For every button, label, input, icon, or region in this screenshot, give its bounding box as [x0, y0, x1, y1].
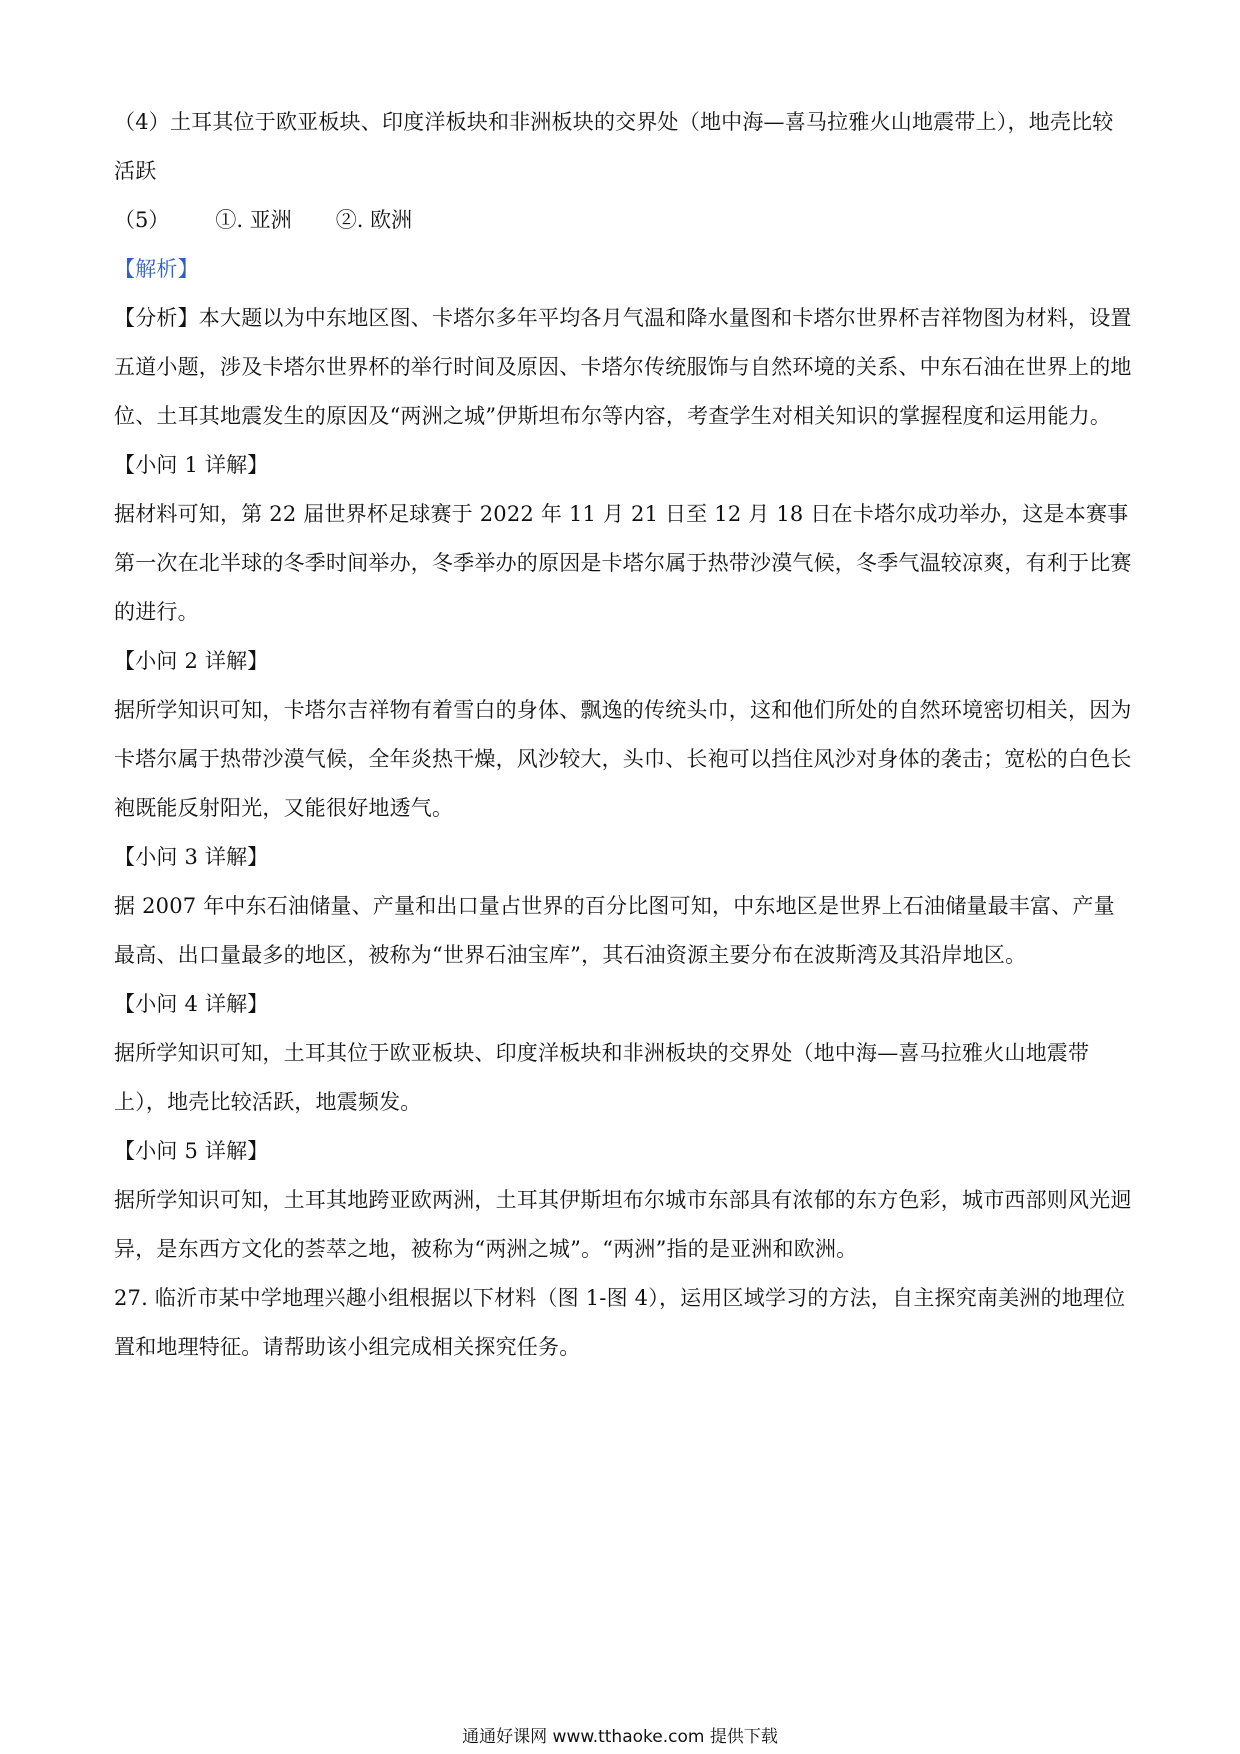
answer-5-row — [114, 196, 1134, 245]
detail-2-heading: 【小问 2 详解】 — [114, 649, 269, 673]
detail-1-text: 据材料可知，第 22 届世界杯足球赛于 2022 年 11 月 21 日至 12 月 18 日在卡塔尔成功举办，这是本赛事第一次在北半球的冬季时间举办，冬季举办的原因是卡塔尔属于热带沙漠气候，冬季气温较凉爽，有利于比赛的进行。 — [114, 502, 1132, 624]
detail-1-heading: 【小问 1 详解】 — [114, 453, 269, 477]
detail-5-heading: 【小问 5 详解】 — [114, 1139, 269, 1163]
detail-3-heading: 【小问 3 详解】 — [114, 845, 269, 869]
detail-4-heading: 【小问 4 详解】 — [114, 992, 269, 1016]
detail-5-text: 据所学知识可知，土耳其地跨亚欧两洲，土耳其伊斯坦布尔城市东部具有浓郁的东方色彩，城市西部则风光迥异，是东西方文化的荟萃之地，被称为“两洲之城”。“两洲”指的是亚洲和欧洲。 — [114, 1188, 1132, 1261]
analysis-text: 【分析】本大题以为中东地区图、卡塔尔多年平均各月气温和降水量图和卡塔尔世界杯吉祥物图为材料，设置五道小题，涉及卡塔尔世界杯的举行时间及原因、卡塔尔传统服饰与自然环境的关系、中东石油在世界上的地位、土耳其地震发生的原因及“两洲之城”伊斯坦布尔等内容，考查学生对相关知识的掌握程度和运用能力。 — [114, 306, 1132, 428]
answer-5-option-1: ①. 亚洲 — [215, 208, 292, 232]
answer-5-label: （5） — [114, 208, 170, 232]
detail-4-text: 据所学知识可知，土耳其位于欧亚板块、印度洋板块和非洲板块的交界处（地中海—喜马拉雅火山地震带上），地壳比较活跃，地震频发。 — [114, 1041, 1090, 1114]
detail-2-text: 据所学知识可知，卡塔尔吉祥物有着雪白的身体、飘逸的传统头巾，这和他们所处的自然环境密切相关，因为卡塔尔属于热带沙漠气候，全年炎热干燥，风沙较大，头巾、长袍可以挡住风沙对身体的袭击；宽松的白色长袍既能反射阳光，又能很好地透气。 — [114, 698, 1132, 820]
answer-4-text: （4）土耳其位于欧亚板块、印度洋板块和非洲板块的交界处（地中海—喜马拉雅火山地震带上），地壳比较活跃 — [114, 110, 1114, 183]
footer-watermark: 通通好课网 www.tthaoke.com 提供下载 — [462, 1727, 778, 1747]
document-body — [114, 98, 1134, 1372]
analysis-heading: 【解析】 — [114, 257, 199, 281]
answer-5-option-2: ②. 欧洲 — [335, 208, 413, 232]
question-27-text: 27. 临沂市某中学地理兴趣小组根据以下材料（图 1-图 4），运用区域学习的方法，自主探究南美洲的地理位置和地理特征。请帮助该小组完成相关探究任务。 — [114, 1286, 1126, 1359]
detail-3-text: 据 2007 年中东石油储量、产量和出口量占世界的百分比图可知，中东地区是世界上石油储量最丰富、产量最高、出口量最多的地区，被称为“世界石油宝库”，其石油资源主要分布在波斯湾及其沿岸地区。 — [114, 894, 1115, 967]
